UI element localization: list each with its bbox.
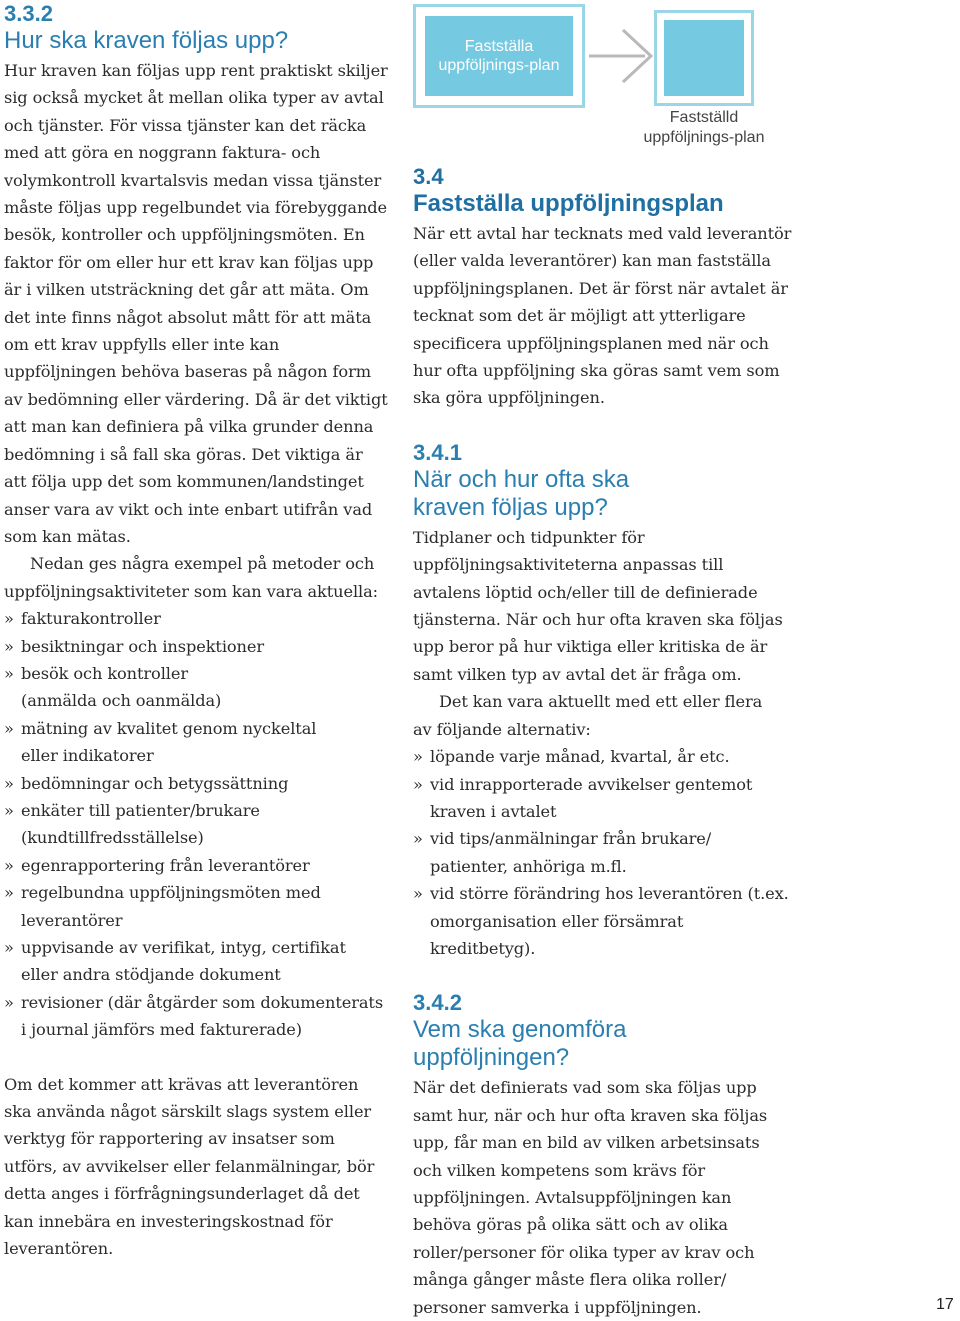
establish-plan-label: Fastställa uppföljnings-plan [425,16,573,96]
section-number: 3.3.2 [4,1,53,26]
body-paragraph: Om det kommer att krävas att leverantören ska använda något särskilt slags system eller verktyg för rapportering av insatser som utförs, av avvikelser eller felanmälningar, bör detta anges i förfrågningsunderlaget då det kan innebära en investeringskostnad för leverantören. [4,1074,375,1259]
list-item: » mätning av kvalitet genom nyckeltal eller indikatorer [4,715,356,770]
list-item: » vid större förändring hos leverantören (t.ex. omorganisation eller försämrat kreditbetyg). [413,880,790,962]
bullet-marker: » [413,829,423,849]
section-title: Fastställa uppföljningsplan [413,190,724,217]
bullet-marker: » [413,774,423,794]
follow-up-plan-diagram [413,0,773,170]
right-column [413,164,803,1321]
section-title: Hur ska kraven följas upp? [4,27,289,54]
body-paragraph: Det kan vara aktuellt med ett eller flera av följande alternativ: [413,692,763,739]
body-paragraph: När det definierats vad som ska följas upp samt hur, när och hur ofta kraven ska följas upp, får man en bild av vilken arbetsinsats och vilken kompetens som krävs för uppföljningen. Avtalsuppföljningen kan behöva göras på olika sätt och av olika roller/personer för olika typer av krav och många gånger måste flera olika roller/ personer samverka i uppföljningen. [413,1078,768,1317]
establish-plan-box [413,4,585,108]
bullet-marker: » [4,800,14,820]
established-plan-fill [664,20,744,96]
list-item: » löpande varje månad, kvartal, år etc. [413,743,803,770]
list-item: » vid inrapporterade avvikelser gentemot kraven i avtalet [413,771,800,826]
section-title: Vem ska genomföra uppföljningen? [413,1016,627,1072]
list-item: » bedömningar och betygssättning [4,770,388,797]
section-number: 3.4.1 [413,439,462,465]
page-number: 17 [936,1296,954,1313]
bullet-marker: » [4,773,14,793]
list-item: » regelbundna uppföljningsmöten med leverantörer [4,879,321,934]
body-paragraph: När ett avtal har tecknats med vald leverantör (eller valda leverantörer) kan man fastställa uppföljningsplanen. Det är först när avtalet är tecknat som det är möjligt att ytterligare specificera uppföljningsplanen med när och hur ofta uppföljning ska göras samt vem som ska göra uppföljningen. [413,224,792,408]
bullet-marker: » [4,855,14,875]
list-item: » fakturakontroller [4,605,388,632]
bullet-marker: » [4,938,14,957]
section-number: 3.4 [413,164,444,189]
body-paragraph: Tidplaner och tidpunkter för uppföljningsaktiviteterna anpassas till avtalens löptid och/eller till de definierade tjänsterna. När och hur ofta kraven ska följas upp beror på hur viktiga eller kritiska de är samt vilken typ av avtal det är fråga om. [413,527,783,684]
established-plan-label: Fastställd uppföljnings-plan [643,109,765,146]
list-item: » uppvisande av verifikat, intyg, certifikat eller andra stödjande dokument [4,934,386,989]
established-plan-box [654,10,754,106]
bullet-marker: » [4,883,14,903]
section-title: När och hur ofta ska kraven följas upp? [413,465,630,521]
bullet-marker: » [4,718,14,738]
list-item: » enkäter till patienter/brukare (kundtillfredsställelse) [4,797,291,852]
bullet-marker: » [4,992,14,1012]
section-number: 3.4.2 [413,990,462,1016]
arrow-right-icon [589,20,655,92]
bullet-marker: » [413,747,423,767]
bullet-marker: » [4,663,14,683]
list-item: » egenrapportering från leverantörer [4,852,388,879]
list-item: » revisioner (där åtgärder som dokumenterats i journal jämförs med fakturerade) [4,989,386,1044]
methods-list [4,605,388,1044]
body-paragraph: Nedan ges några exempel på metoder och uppföljningsaktiviteter som kan vara aktuella: [4,554,379,601]
list-item: » besök och kontroller (anmälda och oanmälda) [4,660,241,715]
left-column [4,0,388,1262]
bullet-marker: » [413,884,423,904]
bullet-marker: » [4,609,14,629]
body-paragraph: Hur kraven kan följas upp rent praktiskt skiljer sig också mycket åt mellan olika typer av avtal och tjänster. För vissa tjänster kan det räcka med att göra en noggrann faktura- och volymkontroll kvartalsvis medan vissa tjänster måste följas upp regelbundet via förebyggande besök, kontroller och uppföljningsmöten. En faktor för om eller hur ett krav kan följas upp är i vilken utsträckning det går att mäta. Om det inte finns något absolut mått för att mäta om ett krav uppfylls eller inte kan uppföljningen behöva baseras på någon form av bedömning eller värdering. Då är det viktigt att man kan definiera på vilka grunder denna bedömning i så fall ska göras. Det viktiga är att följa upp det som kommunen/landstinget anser vara av vikt och inte enbart utifrån vad som kan mätas. [4,61,388,546]
list-item: » vid tips/anmälningar från brukare/ patienter, anhöriga m.fl. [413,825,760,880]
list-item: » besiktningar och inspektioner [4,633,388,660]
bullet-marker: » [4,636,14,656]
frequency-list [413,743,803,962]
